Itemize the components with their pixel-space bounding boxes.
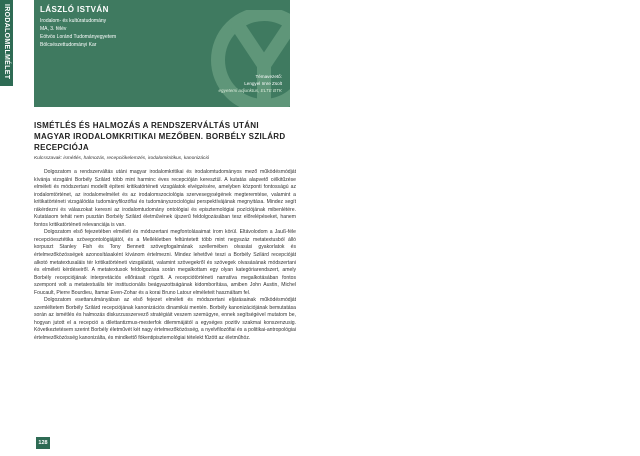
section-tab-label: IRODALOMELMÉLET [3, 4, 10, 80]
supervisor-role: egyetemi adjunktus, ELTE BTK [218, 88, 282, 93]
supervisor-label: Témavezető: [255, 74, 282, 79]
supervisor-name: Lengyel Imre Zsolt [244, 81, 282, 86]
article-body [34, 169, 296, 343]
author-affiliation [40, 17, 116, 49]
side-margin [0, 0, 13, 456]
keywords-line [34, 156, 296, 161]
page-number: 128 [36, 437, 50, 449]
author-name: LÁSZLÓ ISTVÁN [40, 5, 109, 14]
keywords-label: Kulcsszavak: [34, 156, 62, 161]
body-paragraph: Dolgozatom a rendszerváltás utáni magyar irodalomkritikai és irodalomtudományos mező működésmódját kívánja vizsgálni Borbély Szilárd több mint harminc éves recepcióján keresztül. A kutatás alapvető célkitűzése elméleti és módszertani modellt építeni kritikatörténeti vizsgálatok elvégzésére, amelyben központi fontosságú az irodalomtörténet, az irodalomelmélet és az irodalomszociológia szervesegységének megteremtése, valamint a kritikatörténeti vizsgálódás tudományfilozófiai és tudományszociológiai perspektívájának megnyitása. Mindez segít rákérdezni és válaszokat keresni az irodalomtudomány ontológiai és episztemológiai pozíciójának mibenlétére. Kutatásom tehát nem pusztán Borbély Szilárd életművének újszerű feldolgozásában tesz előrelépéseket, hanem fontos kritikatörténeti relevanciája is van. [34, 169, 296, 228]
keywords-list: ismétlés, halmozás, recepciókelemzés, irodalomkritikus, kanonizáció [63, 156, 210, 161]
affiliation-line: Bölcsészettudományi Kar [40, 42, 97, 48]
author-header [34, 0, 290, 107]
affiliation-line: Eötvös Loránd Tudományegyetem [40, 34, 117, 40]
body-paragraph: Dolgozatom első fejezetében elméleti és módszertani megfontolásaimat írom körül. Eltávolodom a Jauß-féle recepcióesztétika szövegontológiájától, és a Mellékletben feltüntetett több mint negyszáz metatextusból álló korpuszt Stanley Fish és Tony Bennett szövegfogalmának szellemében olvasási gyakorlatok és értelmezőközösségek azonosításaként kívánom értelmezni. Mindez lehetővé teszi a Borbély Szilárd recepcióját alkotó metatextusaláis tér kritikatörténeti vizsgálatát, valamint szövegekről és szövegek olvasásának módszertani és elméleti kérdéseiről. A metatextusok feldolgozása során megalkottam egy olyan kategóriarendszert, amely Borbély recepciójának interpretációs ellőrásait rögzíti. A recepciótörténeti narratíva megalkotásában fontos szempont volt a metatextuális tér institucionális beágyazottságának kidomborítása, amiben John Austin, Michel Foucault, Pierre Bourdieu, Itamar Even-Zohar és a korai Bruno Latour elméleteit használtam fel. [34, 229, 296, 296]
section-tab [0, 0, 13, 86]
affiliation-line: MA, 3. félév [40, 26, 67, 32]
supervisor-block [219, 73, 283, 94]
article-title: ISMÉTLÉS ÉS HALMOZÁS A RENDSZERVÁLTÁS UTÁNI MAGYAR IRODALOMKRITIKAI MEZŐBEN. BORBÉLY SZILÁRD RECEPCIÓJA [34, 121, 286, 152]
body-paragraph: Dolgozatom esettanulmányában az első fejezet elméleti és módszertani eljárásainak működésmódját szemléltetem Borbély Szilárd recepciójának kanonizációs dinamikái mentén. Borbély kanonizációjának bemutatása során az ismétlés és halmozás diskurzusszervező stratégiáit veszem szemügyre, ennek segítségével mutatom be, hogyan jutott el a recepció a dilettantizmus-mesterfok dilemmájától a egységes pozitív szakmai konszenzusig. Következtetésem szerint Borbély életművét két nagy értelmezőközösség, a nyelvfilozófiai és a politikai-antropológiai értelmezőközösség kanonizálta, és mindkettő fókentipisztemológiai tételekt fűzött az életműhöz. [34, 297, 296, 342]
affiliation-line: Irodalom- és kultúratudomány [40, 18, 107, 24]
